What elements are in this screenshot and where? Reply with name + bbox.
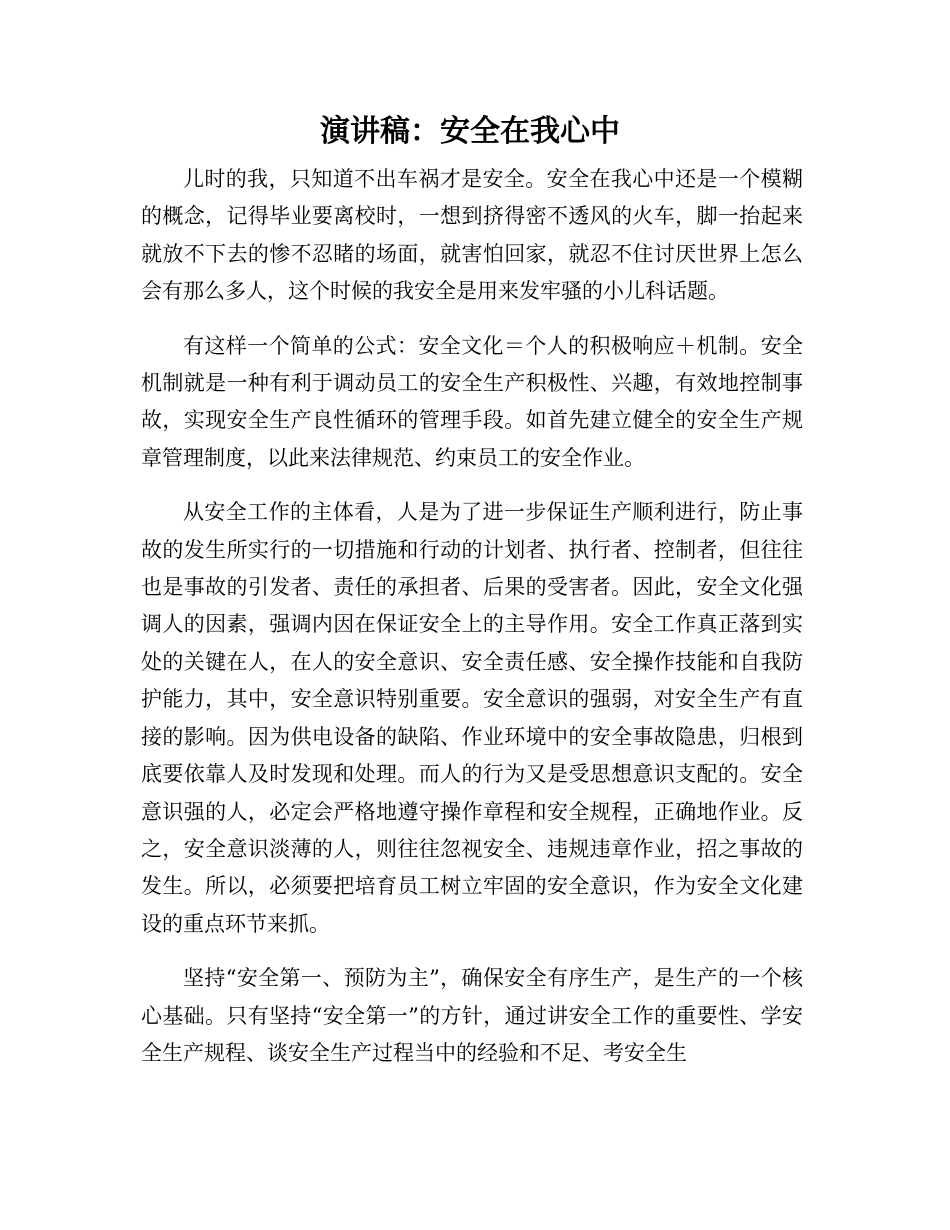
paragraph-2: 有这样一个简单的公式：安全文化＝个人的积极响应＋机制。安全机制就是一种有利于调动员工的安全生产积极性、兴趣，有效地控制事故，实现安全生产良性循环的管理手段。如首先建立健全的安全生产规章管理制度，以此来法律规范、约束员工的安全作业。 — [141, 333, 803, 470]
document-title: 演讲稿：安全在我心中 — [320, 114, 620, 149]
paragraph-4: 坚持“安全第一、预防为主”，确保安全有序生产，是生产的一个核心基础。只有坚持“安全第一”的方针，通过讲安全工作的重要性、学安全生产规程、谈安全生产过程当中的经验和不足、考安全生 — [141, 966, 803, 1065]
document-body — [141, 161, 803, 1072]
paragraph-3: 从安全工作的主体看，人是为了进一步保证生产顺利进行，防止事故的发生所实行的一切措施和行动的计划者、执行者、控制者，但往往也是事故的引发者、责任的承担者、后果的受害者。因此，安全文化强调人的因素，强调内因在保证安全上的主导作用。安全工作真正落到实处的关键在人，在人的安全意识、安全责任感、安全操作技能和自我防护能力，其中，安全意识特别重要。安全意识的强弱，对安全生产有直接的影响。因为供电设备的缺陷、作业环境中的安全事故隐患，归根到底要依靠人及时发现和处理。而人的行为又是受思想意识支配的。安全意识强的人，必定会严格地遵守操作章程和安全规程，正确地作业。反之，安全意识淡薄的人，则往往忽视安全、违规违章作业，招之事故的发生。所以，必须要把培育员工树立牢固的安全意识，作为安全文化建设的重点环节来抓。 — [141, 500, 803, 936]
paragraph-1: 儿时的我，只知道不出车祸才是安全。安全在我心中还是一个模糊的概念，记得毕业要离校时，一想到挤得密不透风的火车，脚一抬起来就放不下去的惨不忍睹的场面，就害怕回家，就忍不住讨厌世界上怎么会有那么多人，这个时候的我安全是用来发牢骚的小儿科话题。 — [141, 167, 803, 304]
